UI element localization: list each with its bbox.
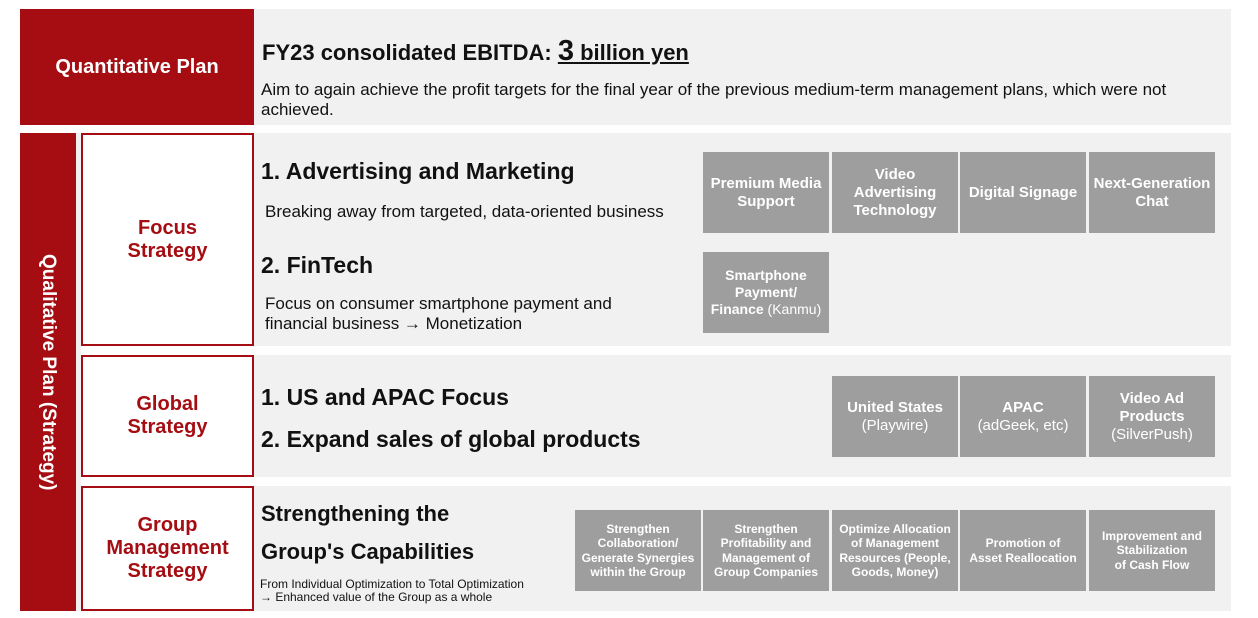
group-title-line2: Group's Capabilities — [261, 539, 475, 564]
tile-label: Next-Generation Chat — [1093, 174, 1211, 210]
ebitda-target — [557, 35, 689, 67]
tile-premium-media-support — [703, 152, 829, 233]
global-strategy-label: Global Strategy — [81, 355, 254, 477]
tile-smartphone-payment-finance — [703, 252, 829, 333]
tile-label: Video Advertising Technology — [853, 165, 937, 219]
global-item1: 1. US and APAC Focus — [261, 384, 509, 410]
quantitative-description: Aim to again achieve the profit targets for the final year of the previous medium-term management plans, which were not achieved. — [261, 80, 1167, 119]
qualitative-plan-bar — [20, 133, 76, 611]
tile-united-states — [832, 376, 958, 457]
tile-next-generation-chat — [1089, 152, 1215, 233]
tile-strengthen-profitability — [703, 510, 829, 591]
tile-company: (Playwire) — [861, 416, 929, 434]
group-title-line1: Strengthening the — [261, 501, 450, 526]
tile-optimize-allocation — [832, 510, 958, 591]
tile-asset-reallocation — [960, 510, 1086, 591]
tile-label: United States — [847, 398, 943, 416]
tile-label: Strengthen Profitability and Management of Group Companies — [713, 521, 818, 579]
tile-video-advertising-technology — [832, 152, 958, 233]
ebitda-value: 3 — [557, 35, 574, 67]
qualitative-plan-label: Qualitative Plan (Strategy) — [38, 253, 59, 491]
tile-label: Strengthen Collaboration/ Generate Synergies within the Group — [581, 521, 695, 579]
tile-company: (adGeek, etc) — [977, 416, 1069, 434]
tile-apac — [960, 376, 1086, 457]
focus-item1-title: 1. Advertising and Marketing — [261, 158, 575, 184]
ebitda-unit: billion yen — [573, 40, 689, 65]
tile-label: Video Ad Products — [1119, 389, 1185, 425]
global-item2: 2. Expand sales of global products — [261, 426, 641, 452]
tile-strengthen-collaboration — [575, 510, 701, 591]
tile-label: Premium Media Support — [710, 174, 822, 210]
tile-company: (SilverPush) — [1111, 425, 1193, 443]
group-note: From Individual Optimization to Total Optimization → Enhanced value of the Group as a whole — [260, 577, 524, 604]
ebitda-prefix: FY23 consolidated EBITDA: — [262, 40, 558, 65]
focus-item2-desc: Focus on consumer smartphone payment and financial business → Monetization — [265, 294, 612, 333]
ebitda-heading — [262, 35, 689, 68]
focus-strategy-label: Focus Strategy — [81, 133, 254, 346]
tile-label: Optimize Allocation of Management Resources (People, Goods, Money) — [839, 521, 951, 579]
focus-item2-title: 2. FinTech — [261, 252, 374, 278]
tile-label: Smartphone Payment/ Finance — [710, 267, 807, 317]
tile-cash-flow — [1089, 510, 1215, 591]
tile-digital-signage — [960, 152, 1086, 233]
quantitative-panel — [254, 9, 1231, 125]
group-management-strategy-label: Group Management Strategy — [81, 486, 254, 611]
tile-label: Digital Signage — [968, 183, 1078, 201]
tile-label: Improvement and Stabilization of Cash Flow — [1101, 528, 1203, 572]
focus-item1-desc: Breaking away from targeted, data-oriented business — [265, 202, 664, 221]
tile-label: Promotion of Asset Reallocation — [969, 536, 1077, 565]
tile-company: (Kanmu) — [767, 300, 822, 317]
quantitative-plan-label: Quantitative Plan — [20, 9, 254, 125]
tile-label: APAC — [1002, 398, 1044, 416]
tile-video-ad-products — [1089, 376, 1215, 457]
